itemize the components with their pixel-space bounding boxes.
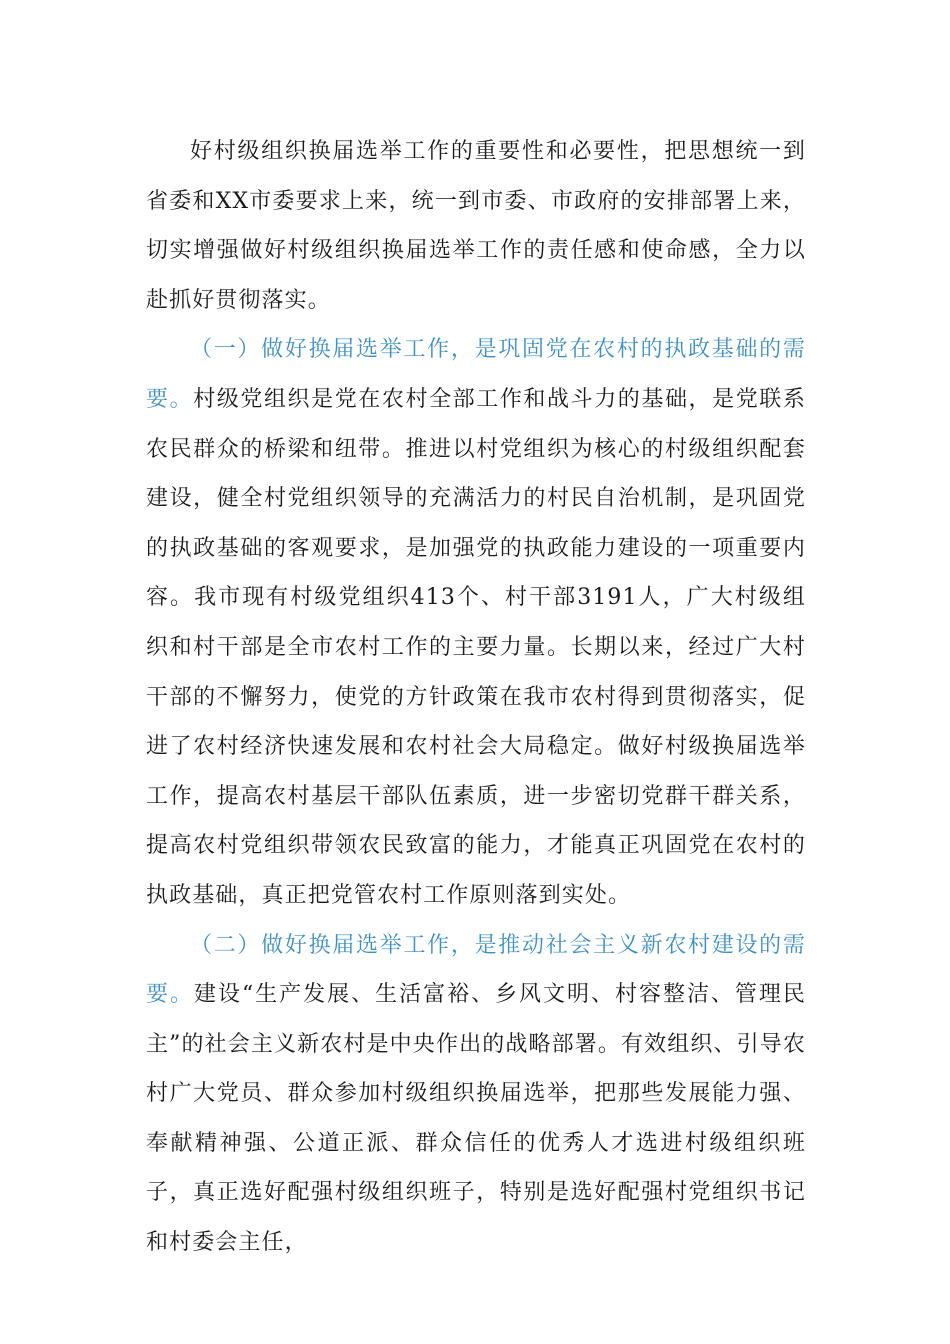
paragraph-intro — [146, 127, 806, 325]
section-2-text: 建设“生产发展、生活富裕、乡风文明、村容整洁、管理民主”的社会主义新农村是中央作出的战略部署。有效组织、引导农村广大党员、群众参加村级组织换届选举，把那些发展能力强、奉献精神强、公道正派、群众信任的优秀人才选进村级组织班子，真正选好配强村级组织班子，特别是选好配强村党组织书记和村委会主任， — [146, 982, 806, 1256]
section-1-heading: （一）做好换届选举工作，是巩固党在农村的执政基础的需要。 — [146, 337, 806, 412]
paragraph-section-2 — [146, 921, 806, 1268]
section-2-heading: （二）做好换届选举工作，是推动社会主义新农村建设的需要。 — [146, 932, 806, 1008]
section-1-text: 村级党组织是党在农村全部工作和战斗力的基础，是党联系农民群众的桥梁和纽带。推进以村党组织为核心的村级组织配套建设，健全村党组织领导的充满活力的村民自治机制，是巩固党的执政基础的客观要求，是加强党的执政能力建设的一项重要内容。我市现有村级党组织413个、村干部3191人，广大村级组织和村干部是全市农村工作的主要力量。长期以来，经过广大村干部的不懈努力，使党的方针政策在我市农村得到贯彻落实，促进了农村经济快速发展和农村社会大局稳定。做好村级换届选举工作，提高农村基层干部队伍素质，进一步密切党群干群关系，提高农村党组织带领农民致富的能力，才能真正巩固党在农村的执政基础，真正把党管农村工作原则落到实处。 — [146, 386, 806, 908]
paragraph-section-1 — [146, 325, 806, 920]
document-body — [146, 127, 806, 1268]
paragraph-intro-text: 好村级组织换届选举工作的重要性和必要性，把思想统一到省委和XX市委要求上来，统一到市委、市政府的安排部署上来，切实增强做好村级组织换届选举工作的责任感和使命感，全力以赴抓好贯彻落实。 — [146, 139, 806, 313]
